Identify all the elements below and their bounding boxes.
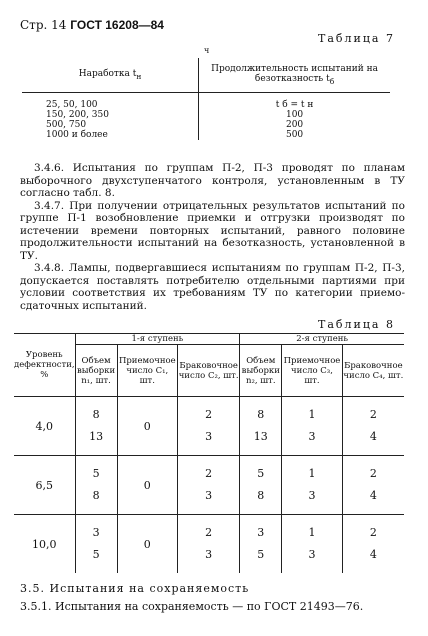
table7-col2-header: Продолжительность испытаний на безотказность $t_б$ <box>199 58 390 93</box>
paragraph-3-5-1: 3.5.1. Испытания на сохраняемость — по ГОСТ 21493—76. <box>20 600 364 613</box>
body-text <box>20 162 405 312</box>
paragraph-3-4-8: 3.4.8. Лампы, подвергавшиеся испытаниям по группам П-2, П-3, допускается поставлять потребителю отдельными партиями при условии соответствия их требованиям ТУ по категории приемо-сдаточных испытаний. <box>20 262 405 312</box>
table8 <box>14 333 404 573</box>
page-header <box>20 18 164 32</box>
table8-stage1-header: 1-я ступень <box>75 334 240 345</box>
table8-c4-header: Браковочное число C₄, шт. <box>342 345 404 397</box>
standard-code: ГОСТ 16208—84 <box>70 18 164 32</box>
paragraph-3-4-7: 3.4.7. При получении отрицательных результатов испытаний по группе П-1 возобновление приемки и отгрузки производят по истечении времени повторных испытаний, равного половине продолжительности испытаний на безотказность, установленной в ТУ. <box>20 199 405 262</box>
paragraph-3-4-6: 3.4.6. Испытания по группам П-2, П-3 проводят по планам выборочного двухступенчатого контроля, установленным в ТУ согласно табл. 8. <box>20 162 405 199</box>
table7-caption: Таблица 7 <box>318 32 395 45</box>
table8-row: 4,0 8 13 0 2 3 8 13 1 3 2 4 <box>14 397 404 456</box>
table8-n1-header: Объем выборки n₁, шт. <box>75 345 117 397</box>
table8-c1-header: Приемочное число C₁, шт. <box>117 345 177 397</box>
table7-col1-values: 25, 50, 100 150, 200, 350 500, 750 1000 и более <box>22 93 199 141</box>
table8-row: 6,5 5 8 0 2 3 5 8 1 3 2 4 <box>14 456 404 515</box>
table7-units: ч <box>204 46 210 55</box>
table7-col1-header: Наработка $t_н$ <box>22 58 199 93</box>
table7 <box>22 58 390 140</box>
table7-col2-values: t б = t н 100 200 500 <box>275 100 314 140</box>
table8-c3-header: Приемочное число C₃, шт. <box>282 345 342 397</box>
table8-c2-header: Браковочное число C₂, шт. <box>178 345 240 397</box>
table8-level-header: Уровень дефектности, % <box>14 334 75 397</box>
table8-n2-header: Объем выборки n₂, шт. <box>240 345 282 397</box>
section-3-5-title: 3.5. Испытания на сохраняемость <box>20 582 250 595</box>
table8-stage2-header: 2-я ступень <box>240 334 404 345</box>
table8-row: 10,0 3 5 0 2 3 3 5 1 3 2 4 <box>14 515 404 574</box>
table8-caption: Таблица 8 <box>318 318 395 331</box>
page-number: Стр. 14 <box>20 18 67 32</box>
